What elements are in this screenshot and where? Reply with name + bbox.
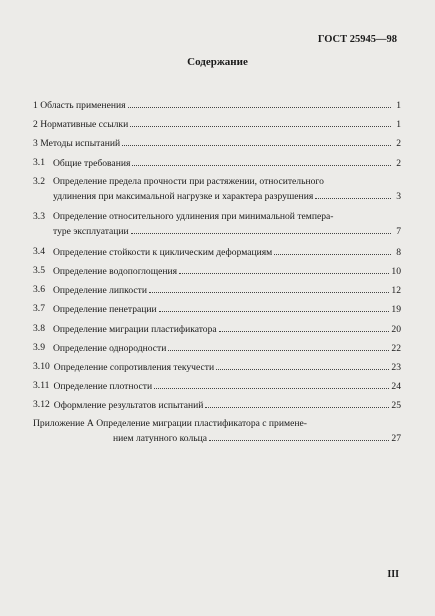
toc-entry[interactable]	[33, 245, 401, 264]
toc-entry-number: 3.8	[33, 322, 45, 334]
toc-entry-text: Общие требования	[53, 157, 131, 169]
leader-dots	[128, 98, 391, 108]
toc-entry[interactable]	[33, 379, 401, 398]
toc-page-number: 27	[391, 433, 401, 445]
toc-page-number: 2	[396, 138, 401, 150]
toc-page-number: 1	[396, 119, 401, 131]
leader-dots	[168, 341, 389, 351]
toc-entry-number: 3.9	[33, 341, 45, 353]
toc-entry-text: Определение водопоглощения	[53, 265, 178, 277]
toc-entry[interactable]	[33, 136, 401, 155]
page-title: Содержание	[187, 56, 248, 68]
toc-entry-text: 1 Область применения	[33, 100, 126, 111]
toc-entry[interactable]	[33, 98, 401, 117]
toc-entry-text: Определение миграции пластификатора	[53, 323, 217, 335]
toc-page-number: 12	[391, 285, 401, 297]
toc-page-number: 7	[396, 225, 401, 237]
leader-dots	[122, 136, 391, 146]
toc-entry-text: Определение относительного удлинения при минимальной темпера-	[53, 210, 334, 222]
toc-page-number: 25	[391, 400, 401, 412]
toc-entry-number: 3.7	[33, 303, 45, 315]
toc-entry[interactable]	[33, 398, 401, 417]
leader-dots	[130, 117, 391, 127]
toc-entry-number: 3.6	[33, 284, 45, 296]
toc-entry-text: 2 Нормативные ссылки	[33, 119, 129, 131]
toc-entry-number: 3.3	[33, 210, 45, 222]
toc-entry-number: 3.4	[33, 245, 45, 257]
toc-entry[interactable]	[33, 360, 401, 379]
toc-entry-text: 3 Методы испытаний	[33, 138, 121, 150]
toc-entry-annex[interactable]	[33, 417, 401, 448]
toc-page-number: 2	[396, 157, 401, 169]
toc-page-number: 8	[396, 246, 401, 258]
toc-entry[interactable]	[33, 322, 401, 341]
leader-dots	[131, 224, 391, 234]
toc-entry[interactable]	[33, 175, 401, 210]
toc-entry-text: Определение пенетрации	[53, 304, 157, 316]
standard-code: ГОСТ 25945—98	[317, 34, 397, 45]
leader-dots	[132, 156, 391, 166]
leader-dots	[219, 322, 390, 332]
toc-page-number: 20	[391, 323, 401, 335]
toc-entry[interactable]	[33, 302, 401, 321]
toc-entry[interactable]	[33, 283, 401, 302]
toc-entry-text: Определение предела прочности при растяжении, относительного	[53, 175, 324, 187]
toc-entry-text-continued: нием латунного кольца	[113, 433, 208, 445]
toc-entry-number: 3.5	[33, 264, 45, 276]
toc-entry-text-continued: туре эксплуатации	[53, 225, 129, 237]
toc-entry-text: Оформление результатов испытаний	[53, 400, 204, 412]
leader-dots	[179, 264, 389, 274]
toc-page-number: 1	[396, 100, 401, 111]
toc-entry-number: 3.1	[33, 156, 45, 168]
toc-entry-number: 3.11	[33, 380, 50, 392]
toc-entry-text: Определение плотности	[53, 381, 153, 393]
toc-entry-text: Определение стойкости к циклическим деформациям	[53, 246, 273, 258]
page-number-roman: III	[387, 569, 399, 580]
toc-entry[interactable]	[33, 341, 401, 360]
leader-dots	[149, 283, 389, 293]
toc-page-number: 24	[391, 381, 401, 393]
toc-entry-text: Определение сопротивления текучести	[53, 361, 215, 373]
toc-entry[interactable]	[33, 264, 401, 283]
leader-dots	[159, 302, 390, 312]
toc-page-number: 23	[391, 361, 401, 373]
toc-entry-number: 3.2	[33, 175, 45, 187]
leader-dots	[274, 245, 391, 255]
toc-entry-text-continued: удлинения при максимальной нагрузке и характера разрушения	[53, 190, 314, 202]
toc-entry-text: Определение однородности	[53, 342, 167, 354]
toc-entry[interactable]	[33, 117, 401, 136]
leader-dots	[209, 431, 389, 441]
leader-dots	[315, 189, 391, 199]
toc-entry-number: 3.12	[33, 399, 50, 411]
toc-page-number: 3	[396, 190, 401, 202]
toc-entry-text: Приложение А Определение миграции пластификатора с примене-	[33, 418, 307, 430]
leader-dots	[154, 379, 389, 389]
leader-dots	[216, 360, 389, 370]
toc-page-number: 22	[391, 342, 401, 354]
toc-entry[interactable]	[33, 156, 401, 175]
leader-dots	[205, 398, 389, 408]
toc-entry[interactable]	[33, 210, 401, 245]
toc-page-number: 10	[391, 265, 401, 277]
table-of-contents	[33, 98, 401, 448]
toc-page-number: 19	[391, 304, 401, 316]
toc-entry-text: Определение липкости	[53, 285, 147, 297]
toc-entry-number: 3.10	[33, 360, 50, 372]
